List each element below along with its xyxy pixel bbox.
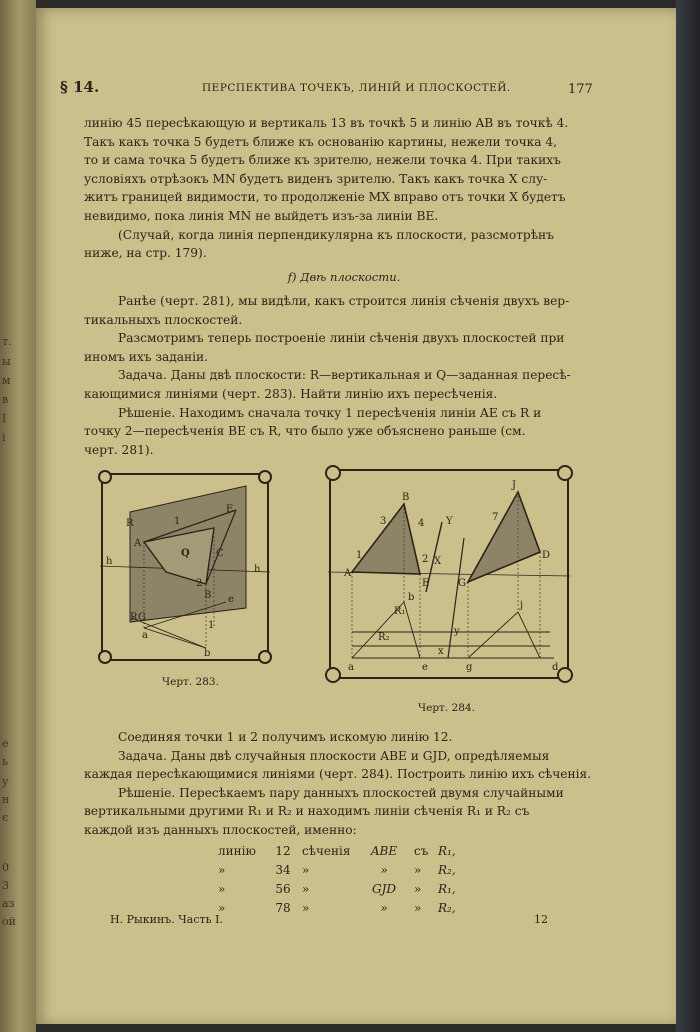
label: 1	[356, 550, 363, 561]
text-line: Соединяя точки 1 и 2 получимъ искомую линію 12.	[118, 730, 453, 744]
figure-283	[96, 468, 274, 668]
label: h	[106, 556, 113, 567]
line-r1	[448, 538, 464, 658]
subheading-text: f) Двѣ плоскости.	[287, 270, 401, 284]
text-line: Задача. Даны двѣ плоскости: R—вертикальная и Q—заданная пересѣ-	[118, 368, 571, 383]
table-cell: 34	[275, 863, 291, 877]
label: E	[422, 578, 430, 589]
margin-fragment: і	[2, 431, 6, 444]
label: a	[348, 662, 354, 673]
section-lines-table	[218, 842, 468, 918]
label: 4	[418, 518, 425, 529]
label: J	[512, 480, 517, 491]
table-cell: »	[302, 863, 310, 877]
footer-sheet-number: 12	[534, 913, 548, 926]
text-line: Ранѣе (черт. 281), мы видѣли, какъ строится линія сѣченія двухъ вер-	[118, 294, 570, 308]
book-cover-edge	[676, 0, 700, 1032]
running-title: ПЕРСПЕКТИВА ТОЧЕКЪ, ЛИНІЙ И ПЛОСКОСТЕЙ.	[202, 82, 511, 94]
text-line: невидимо, пока линія MN не выйдетъ изъ-за линіи BE.	[84, 208, 439, 223]
triangle-abe	[352, 504, 420, 574]
triangle-gjd	[468, 492, 540, 582]
figure-283-caption: Черт. 283.	[162, 676, 219, 688]
figure-284	[322, 462, 576, 686]
margin-fragment: 3	[2, 879, 9, 892]
label: R	[130, 612, 138, 623]
table-cell: »	[414, 901, 422, 915]
fig283-corner	[259, 471, 271, 483]
label: e	[228, 594, 234, 605]
table-cell: 56	[275, 882, 291, 896]
label: A	[344, 568, 352, 579]
margin-fragment: є	[2, 811, 9, 824]
margin-fragment: 0	[2, 861, 9, 874]
previous-page-edge	[0, 0, 36, 1032]
label: e	[422, 662, 428, 673]
fig283-corner	[99, 471, 111, 483]
margin-fragment: ой	[2, 915, 16, 928]
label: R₂	[378, 632, 390, 643]
text-line: (Случай, когда линія перпендикулярна къ плоскости, разсмотрѣнъ	[118, 227, 554, 242]
fig284-corner	[558, 668, 572, 682]
table-cell: сѣченія	[302, 844, 351, 858]
table-cell: R₂,	[438, 901, 456, 915]
label: x	[438, 646, 444, 657]
table-cell: »	[218, 863, 226, 877]
text-line: линію 45 пересѣкающую и вертикаль 13 въ точкѣ 5 и линію AB въ точкѣ 4.	[84, 116, 569, 130]
table-cell: »	[414, 882, 422, 896]
text-line: условіяхъ отрѣзокъ MN будетъ виденъ зрителю. Такъ какъ точка X слу-	[84, 171, 548, 186]
table-cell: R₂,	[438, 863, 456, 877]
text-line: точку 2—пересѣченія BE съ R, что было уже объяснено раньше (см.	[84, 424, 526, 439]
label: R	[126, 518, 134, 529]
text-line: кающимися линіями (черт. 283). Найти линію ихъ пересѣченія.	[84, 386, 498, 401]
label: Q	[181, 548, 190, 559]
label: d	[552, 662, 559, 673]
ground-plan	[352, 602, 554, 658]
text-line: Рѣшеніе. Пересѣкаемъ пару данныхъ плоскостей двумя случайными	[118, 785, 564, 800]
margin-fragment: у	[2, 775, 9, 788]
label: Y	[446, 516, 453, 527]
table-cell: 12	[275, 844, 291, 858]
table-row	[218, 861, 468, 880]
table-cell: »	[380, 863, 388, 877]
paragraph-block-2	[84, 292, 604, 459]
text-line: каждая пересѣкающимися линіями (черт. 284). Построить линію ихъ сѣченія.	[84, 767, 592, 782]
text-line: Разсмотримъ теперь построеніе линіи сѣченія двухъ плоскостей при	[118, 331, 565, 346]
label: D	[542, 550, 551, 561]
text-line: житъ границей видимости, то продолженіе MX вправо отъ точки X будетъ	[84, 190, 566, 205]
margin-fragment: аз	[2, 897, 15, 910]
text-line: Такъ какъ точка 5 будетъ ближе къ основанію картины, нежели точка 4,	[84, 134, 558, 149]
label: 2	[422, 554, 429, 565]
margin-fragment: т.	[2, 335, 12, 348]
table-row	[218, 880, 468, 899]
label: 1	[174, 516, 181, 527]
label: b	[408, 592, 415, 603]
label: X	[434, 556, 442, 567]
margin-fragment: е	[2, 737, 9, 750]
table-cell: »	[414, 863, 422, 877]
label: B	[204, 590, 212, 601]
label: 2	[196, 578, 203, 589]
label: B	[402, 492, 410, 503]
fig283-corner	[259, 651, 271, 663]
text-line: ниже, на стр. 179).	[84, 246, 207, 261]
table-cell: R₁,	[438, 844, 456, 858]
text-line: черт. 281).	[84, 442, 154, 457]
text-line: каждой изъ данныхъ плоскостей, именно:	[84, 822, 357, 837]
label: G	[458, 578, 466, 589]
margin-fragment: н	[2, 793, 10, 806]
table-cell: R₁,	[438, 882, 456, 896]
margin-fragment: м	[2, 374, 11, 387]
table-cell: GJD	[371, 882, 397, 896]
table-cell: »	[302, 882, 310, 896]
table-cell: линію	[218, 844, 256, 858]
label: a	[142, 630, 148, 641]
label: y	[454, 626, 460, 637]
text-line: иномъ ихъ заданіи.	[84, 349, 209, 364]
fig283-corner	[99, 651, 111, 663]
fig284-corner	[326, 466, 340, 480]
paragraph-block-1	[84, 114, 604, 263]
subheading	[84, 268, 604, 287]
table-cell: »	[218, 882, 226, 896]
label: C	[216, 548, 224, 559]
label: 3	[380, 516, 387, 527]
page-bottom-shadow	[36, 1024, 676, 1032]
table-cell: »	[380, 901, 388, 915]
table-cell: 78	[275, 901, 291, 915]
table-cell: »	[302, 901, 310, 915]
label: 7	[492, 512, 499, 523]
fig284-corner	[558, 466, 572, 480]
table-cell: ABE	[370, 844, 398, 858]
text-line: тикальныхъ плоскостей.	[84, 312, 243, 327]
label: h	[254, 564, 261, 575]
label: E	[226, 504, 234, 515]
label: j	[520, 600, 524, 611]
margin-fragment: в	[2, 393, 9, 406]
text-line: вертикальными другими R₁ и R₂ и находимъ линіи сѣченія R₁ и R₂ съ	[84, 804, 530, 819]
figure-284-caption: Черт. 284.	[418, 702, 475, 714]
table-cell: »	[218, 901, 226, 915]
paragraph-block-3	[84, 728, 604, 840]
label: G	[138, 612, 146, 623]
text-line: то и сама точка 5 будетъ ближе къ зрителю, нежели точка 4. При такихъ	[84, 153, 561, 168]
text-line: Рѣшеніе. Находимъ сначала точку 1 пересѣченія линіи AE съ R и	[118, 405, 542, 420]
page-number: 177	[568, 82, 593, 97]
margin-fragment: I	[2, 412, 7, 425]
label: R₁	[394, 606, 406, 617]
text-line: Задача. Даны двѣ случайныя плоскости ABE и GJD, опредѣляемыя	[118, 748, 550, 763]
fig284-corner	[326, 668, 340, 682]
footer-signature: Н. Рыкинъ. Часть I.	[110, 913, 223, 926]
label: g	[466, 662, 473, 673]
margin-fragment: ы	[2, 355, 11, 368]
section-number: § 14.	[60, 78, 100, 96]
label: b	[204, 648, 211, 659]
margin-fragment: ь	[2, 755, 8, 768]
table-row	[218, 899, 468, 918]
table-cell: съ	[414, 844, 429, 858]
label: 1	[208, 620, 215, 631]
label: A	[134, 538, 142, 549]
trace-line	[144, 628, 206, 648]
table-row	[218, 842, 468, 861]
